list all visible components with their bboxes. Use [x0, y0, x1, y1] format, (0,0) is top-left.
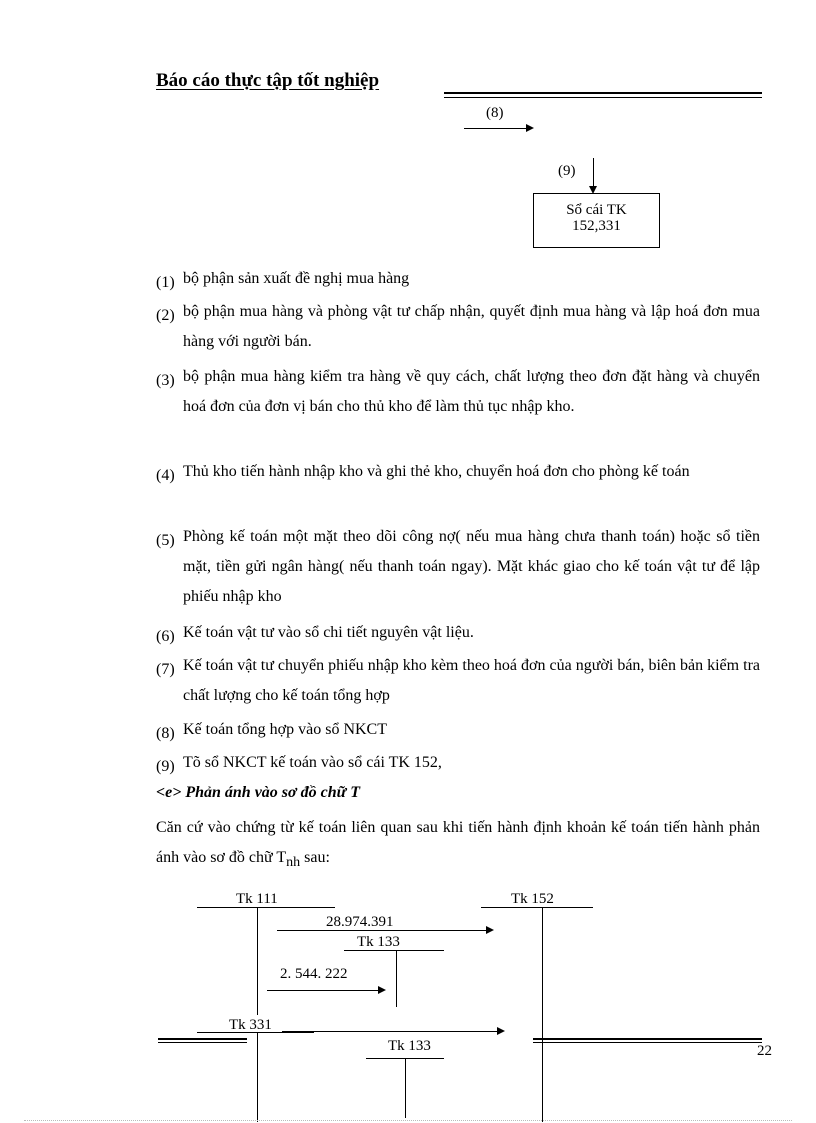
account-label-tk111: Tk 111 [236, 891, 278, 907]
account-label-tk331: Tk 331 [229, 1017, 272, 1033]
list-item [156, 264, 760, 294]
t-account-top-line [481, 907, 593, 908]
list-item-text: Tõ sổ NKCT kế toán vào sổ cái TK 152, [183, 754, 442, 771]
list-item-number: (4) [156, 467, 175, 484]
arrow-right-icon [486, 926, 494, 934]
body-paragraph [156, 813, 760, 878]
flow-label-9: (9) [558, 163, 576, 179]
list-item-number: (2) [156, 307, 175, 324]
footer-rule-right-thin [533, 1042, 762, 1043]
entry-arrow-line [282, 1031, 497, 1032]
list-item-text: bộ phận mua hàng và phòng vật tư chấp nhận, quyết định mua hàng và lập hoá đơn mua hàng với người bán. [183, 303, 760, 350]
account-label-tk152: Tk 152 [511, 891, 554, 907]
list-item-number: (7) [156, 661, 175, 678]
account-label-tk133-b: Tk 133 [388, 1038, 431, 1054]
list-item-number: (1) [156, 274, 175, 291]
list-item-text: Kế toán tổng hợp vào sổ NKCT [183, 721, 387, 738]
t-account-stem [396, 950, 397, 1007]
t-account-stem [542, 907, 543, 1122]
list-item [156, 715, 760, 745]
page-title: Báo cáo thực tập tốt nghiệp [156, 70, 380, 91]
list-item-text: bộ phận sản xuất đề nghị mua hàng [183, 270, 410, 287]
list-item [156, 748, 760, 778]
arrow-right-icon [497, 1027, 505, 1035]
list-item-number: (5) [156, 532, 175, 549]
list-item-text: Thủ kho tiến hành nhập kho và ghi thẻ kho, chuyển hoá đơn cho phòng kế toán [183, 463, 690, 480]
footer-rule-right [533, 1038, 762, 1040]
list-item-text: Kế toán vật tư vào sổ chi tiết nguyên vật liệu. [183, 624, 474, 641]
list-item [156, 457, 760, 487]
amount-label: 2. 544. 222 [280, 966, 348, 982]
footer-rule-left-thin [158, 1042, 247, 1043]
t-account-top-line [197, 907, 335, 908]
list-item [156, 522, 760, 612]
list-item [156, 297, 760, 357]
paragraph-tail: sau: [300, 849, 330, 866]
header-rule [444, 92, 762, 94]
t-account-stem [405, 1058, 406, 1118]
section-heading: <e> Phản ánh vào sơ đồ chữ T [156, 784, 360, 801]
list-item [156, 362, 760, 422]
t-account-stem [257, 907, 258, 1015]
footer-rule-left [158, 1038, 247, 1040]
list-item-number: (9) [156, 758, 175, 775]
flow-arrow-8-line [464, 128, 526, 129]
entry-arrow-line [267, 990, 378, 991]
ledger-box-line1: Sổ cái TK [566, 202, 627, 218]
list-item-text: bộ phận mua hàng kiểm tra hàng về quy cách, chất lượng theo đơn đặt hàng và chuyển hoá đơn của đơn vị bán cho thủ kho để làm thủ tục nhập kho. [183, 368, 760, 415]
list-item-number: (6) [156, 628, 175, 645]
t-account-stem [257, 1032, 258, 1122]
ledger-box-line2: 152,331 [572, 218, 621, 234]
amount-label: 28.974.391 [326, 914, 394, 930]
arrow-right-icon [378, 986, 386, 994]
list-item-text: Phòng kế toán một mặt theo dõi công nợ( nếu mua hàng chưa thanh toán) hoặc sổ tiền mặt, tiền gửi ngân hàng( nếu thanh toán ngay). Mặt khác giao cho kế toán vật tư để lập phiếu nhập kho [183, 528, 760, 605]
page-number: 22 [757, 1043, 772, 1059]
list-item-number: (3) [156, 372, 175, 389]
flow-label-8: (8) [486, 105, 504, 121]
t-account-top-line [344, 950, 444, 951]
header-rule-thin [444, 97, 762, 98]
list-item-text: Kế toán vật tư chuyển phiếu nhập kho kèm theo hoá đơn của người bán, biên bản kiểm tra chất lượng cho kế toán tổng hợp [183, 657, 760, 704]
flow-arrow-9-line [593, 158, 594, 186]
entry-arrow-line [277, 930, 486, 931]
t-account-top-line [197, 1032, 314, 1033]
list-item [156, 618, 760, 648]
ledger-box [533, 193, 660, 248]
account-label-tk133: Tk 133 [357, 934, 400, 950]
list-item-number: (8) [156, 725, 175, 742]
page-edge [24, 1120, 792, 1121]
paragraph-text: Căn cứ vào chứng từ kế toán liên quan sau khi tiến hành định khoản kế toán tiến hành phản ánh vào sơ đồ chữ T [156, 819, 760, 866]
paragraph-subscript: nh [286, 855, 301, 871]
arrow-right-icon [526, 124, 534, 132]
list-item [156, 651, 760, 711]
